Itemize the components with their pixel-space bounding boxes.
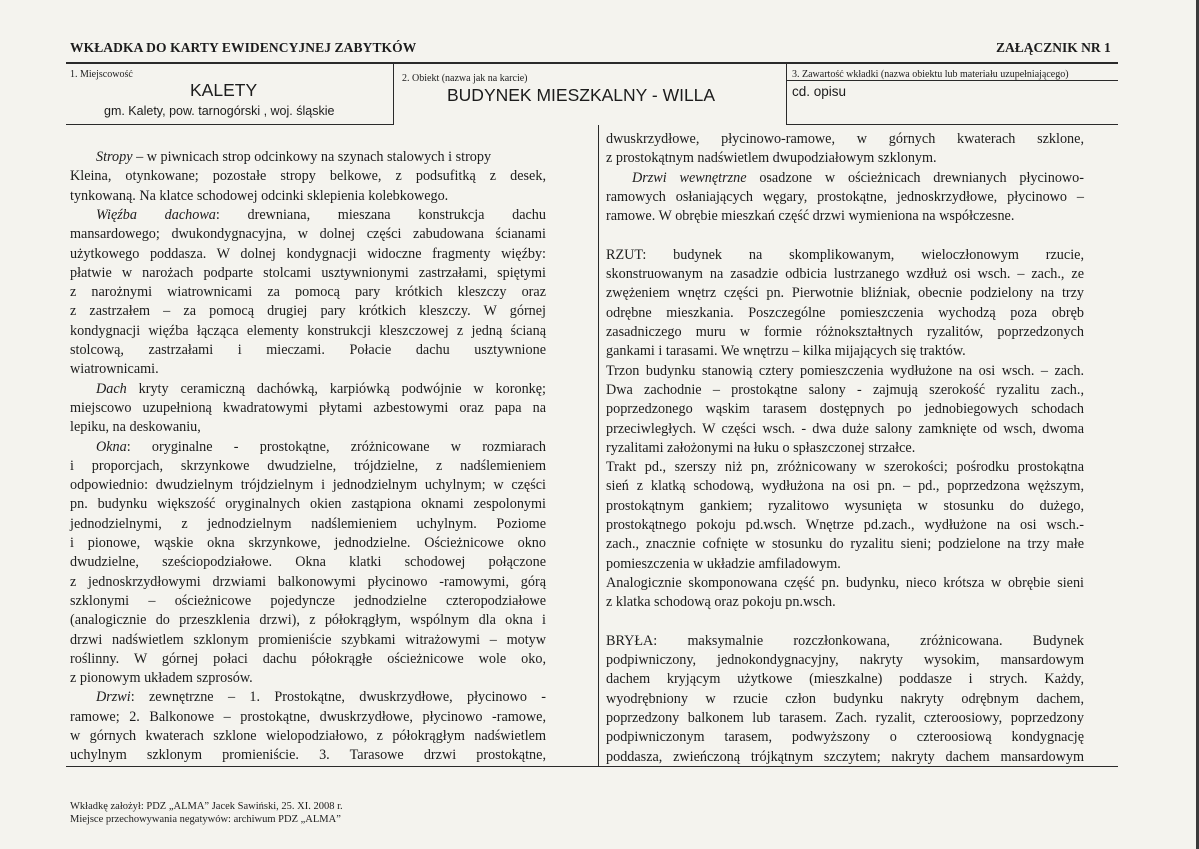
text-line: RZUT: budynek na skomplikowanym, wieloczłonowym rzucie,	[606, 246, 1084, 263]
footer-author: Wkładkę założył: PDZ „ALMA” Jacek Sawiński, 25. XI. 2008 r.	[70, 801, 343, 812]
text-line: płatwie w narożach podparte stolcami usztywnionymi zastrzałami, spiętymi	[70, 264, 546, 281]
field3-sub-rule	[786, 80, 1118, 81]
text-line: z prostokątnym nadświetlem dwupodziałowym szklonym.	[606, 150, 937, 167]
content-label: 3. Zawartość wkładki (nazwa obiektu lub materiału uzupełniającego)	[792, 69, 1069, 80]
text-line: przeciwległych. W części wsch. - dwa duże salony zamknięte od wsch, dwoma	[606, 420, 1084, 437]
text-line: zasadniczego muru w formie różnokształtnych ryzalitów, poprzedzonych	[606, 324, 1084, 340]
text-line: podpiwniczonym tarasem, podwyższony o czteroosiową kondygnację	[606, 729, 1084, 746]
text-line: ramowych osłaniających węgary, prostokątne, jednoskrzydłowe, płycinowo –	[606, 188, 1084, 205]
text-line: z klatka schodową oraz pokoju pn.wsch.	[606, 594, 836, 611]
text-line: zach., znacznie cofnięte w stosunku do ryzalitu sieni; podzielone na trzy małe	[606, 536, 1084, 553]
text-line: szklonymi – ościeżnicowe pojedyncze jednodzielne czteropodziałowe	[70, 592, 546, 609]
text-line: z jednoskrzydłowymi drzwiami balkonowymi płycinowo -ramowymi, górą	[70, 573, 546, 590]
annex-label: ZAŁĄCZNIK NR 1	[996, 40, 1111, 55]
text-line: prostokątnym gankiem; ryzalitowo wysunięta w stosunku do dużego,	[606, 497, 1084, 514]
text-line: mansardowego; dwukondygnacyjna, w dolnej części zabudowana ścianami	[70, 226, 546, 243]
text-line: odpowiednio: dwudzielnym trójdzielnym i jednodzielnym uchylnym; w części	[70, 477, 546, 494]
text-line	[96, 438, 546, 457]
text-line: miejscowo uzupełnioną kwadratowymi płytami azbestowymi oraz papa na	[70, 399, 546, 416]
place-name: KALETY	[190, 80, 258, 100]
top-rule	[66, 62, 1118, 64]
text-line: gankami i tarasami. We wnętrzu – kilka mijających się traktów.	[606, 343, 966, 360]
text-line: tynkowaną. Na klatce schodowej odcinki sklepienia kolebkowego.	[70, 187, 449, 204]
text-line: użytkowego poddasza. W dolnej kondygnacji widoczne fragmenty więźby:	[70, 245, 546, 262]
text-line	[96, 148, 546, 167]
text-line: prostokątnego pokoju pd.wsch. Wnętrze pd.zach., wydłużone na osi wsch.-	[606, 517, 1084, 533]
line-rest: osadzone w ościeżnicach drewnianych płycinowo-	[746, 169, 1084, 186]
text-line: jednodzielnymi, z jednodzielnym nadślemieniem uchylnym. Poziome	[70, 515, 546, 532]
text-line: Trakt pd., szerszy niż pn, zróżnicowany w szerokości; pośrodku prostokątna	[606, 459, 1084, 476]
line-rest: : oryginalne - prostokątne, zróżnicowane w rozmiarach	[126, 438, 546, 455]
object-name: BUDYNEK MIESZKALNY - WILLA	[447, 85, 716, 105]
text-line: z pionowym układem szprosów.	[70, 670, 253, 687]
italic-lead: Okna	[96, 438, 127, 455]
text-line: Kleina, otynkowane; pozostałe stropy belkowe, z podsufitką z desek,	[70, 168, 546, 185]
text-line: z narożnymi wiatrownicami za pomocą pary krótkich kleszczy oraz	[70, 284, 546, 301]
text-line: (analogicznie do przeszklenia drzwi), z półokrągłym, wspólnym dla okna i	[70, 612, 546, 629]
text-line: ramowe. W obrębie mieszkań część drzwi wymieniona na współczesne.	[606, 208, 1015, 225]
text-line: pn. budynku większość oryginalnych okien zastąpiona oknami zespolonymi	[70, 496, 546, 513]
document-title: WKŁADKA DO KARTY EWIDENCYJNEJ ZABYTKÓW	[70, 40, 417, 55]
text-line: poprzedzony balkonem lub tarasem. Zach. ryzalit, czteroosiowy, poprzedzony	[606, 710, 1084, 726]
text-line: dwuskrzydłowe, płycinowo-ramowe, w górnych kwaterach szklone,	[606, 131, 1084, 147]
fields-bottom-rule-right	[786, 124, 1118, 125]
italic-lead: Dach	[96, 380, 127, 397]
column-divider	[598, 125, 599, 767]
text-line: Dwa zachodnie – prostokątne salony - zajmują szerokość ryzalitu zach.,	[606, 381, 1084, 398]
text-line: w górnych kwaterach szklone wielopodziałowo, z półokrągłym nadświetlem	[70, 728, 546, 744]
text-line: odrębne mieszkania. Poszczególne pomieszczenia wychodzą poza obręb	[606, 304, 1084, 321]
text-line: Analogicznie skomponowana część pn. budynku, nieco krótsza w obrębie sieni	[606, 574, 1084, 591]
text-line: poddasza, zwieńczoną trójkątnym szczytem; nakryty dachem mansardowym	[606, 748, 1084, 765]
text-line: wiatrownicami.	[70, 361, 159, 378]
line-rest: : drewniana, mieszana konstrukcja dachu	[215, 206, 546, 223]
fields-divider-2	[786, 63, 787, 125]
text-line: uchylnym szklonym promieniście. 3. Tarasowe drzwi prostokątne,	[70, 747, 546, 764]
text-line: dwudzielne, sześciopodziałowe. Okna klatki schodowej połączone	[70, 554, 546, 571]
text-line	[632, 169, 1084, 188]
text-line: drzwi nadświetlem szklonym promieniście szybkami witrażowymi – motyw	[70, 631, 546, 648]
text-line: ramowe; 2. Balkonowe – prostokątne, dwuskrzydłowe, płycinowo -ramowe,	[70, 708, 546, 725]
text-line: podpiwniczony, jednokondygnacyjny, nakryty wysokim, mansardowym	[606, 652, 1084, 669]
content-value: cd. opisu	[792, 84, 847, 99]
fields-bottom-rule-left	[66, 124, 394, 125]
line-rest: – w piwnicach strop odcinkowy na szynach stalowych i stropy	[132, 149, 492, 165]
text-line: kondygnacji więźba łącząca elementy konstrukcji kleszczowej z jedną ścianą	[70, 322, 546, 339]
text-line: ryzalitami założonymi na łuku o spłaszczonej strzałce.	[606, 439, 916, 456]
line-rest: kryty ceramiczną dachówką, karpiówką podwójnie w koronkę;	[126, 380, 546, 397]
text-line: lepiku, na deskowaniu,	[70, 419, 201, 436]
text-line: pomieszczenia w układzie amfiladowym.	[606, 555, 841, 572]
text-line: i proporcjach, skrzynkowe dwudzielne, trójdzielne, z nadślemieniem	[70, 457, 546, 474]
text-line: dachem kryjącym użytkowe (mieszkalne) poddasze i strych. Każdy,	[606, 671, 1084, 688]
text-line: skonstruowanym na zasadzie odbicia lustrzanego wzdłuż osi wsch. – zach., ze	[606, 266, 1084, 283]
fields-divider-1	[393, 63, 394, 125]
text-line: BRYŁA: maksymalnie rozczłonkowana, zróżnicowana. Budynek	[606, 632, 1084, 649]
line-rest: : zewnętrzne – 1. Prostokątne, dwuskrzydłowe, płycinowo -	[130, 689, 546, 706]
text-line: zwężeniem wnętrz części pn. Pierwotnie bliźniak, obecnie podzielony na trzy	[606, 285, 1084, 302]
text-line: i pionowe, wąskie okna skrzynkowe, jednodzielne. Ościeżnicowe okno	[70, 535, 546, 551]
text-line: wyodrębniony w rzucie człon budynku nakryty odrębnym dachem,	[606, 690, 1084, 707]
text-line	[96, 206, 546, 225]
text-line: stolcową, zastrzałami i mieczami. Połacie dachu usztywnione	[70, 342, 546, 358]
text-line: roślinny. W górnej połaci dachu półokrągłe ościeżnicowe wole oko,	[70, 650, 546, 667]
text-line: z zastrzałem – za pomocą drugiej pary krótkich kleszczy. W górnej	[70, 303, 546, 320]
italic-lead: Drzwi wewnętrzne	[632, 169, 747, 186]
object-label: 2. Obiekt (nazwa jak na karcie)	[402, 73, 528, 84]
text-line: poprzedzonego wąskim tarasem dostępnych po jednobiegowych schodach	[606, 401, 1084, 418]
italic-lead: Stropy	[96, 149, 133, 165]
footer-negatives: Miejsce przechowywania negatywów: archiwum PDZ „ALMA”	[70, 814, 341, 825]
place-subtitle: gm. Kalety, pow. tarnogórski , woj. śląskie	[104, 104, 335, 118]
italic-lead: Więźba dachowa	[96, 206, 216, 223]
text-line	[96, 688, 546, 707]
text-line	[96, 380, 546, 399]
place-label: 1. Miejscowość	[70, 69, 133, 80]
text-line: Trzon budynku stanowią cztery pomieszczenia wydłużone na osi wsch. – zach.	[606, 362, 1084, 379]
text-line: sień z klatką schodową, wydłużona na osi pn. – pd., poprzedzona węższym,	[606, 478, 1084, 495]
italic-lead: Drzwi	[96, 689, 131, 706]
